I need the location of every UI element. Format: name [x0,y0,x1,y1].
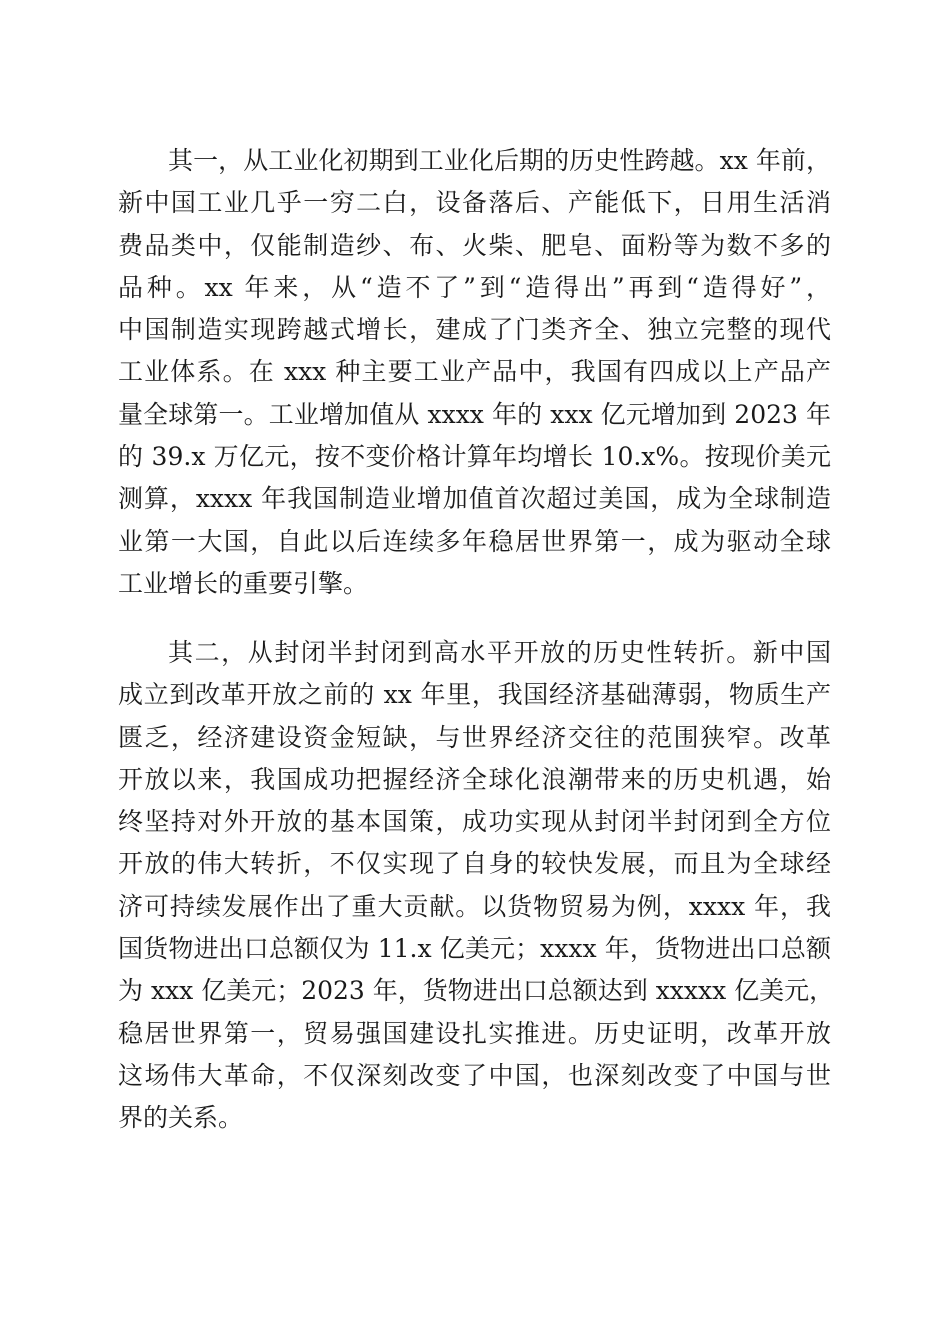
paragraph-line: 济可持续发展作出了重大贡献。以货物贸易为例，xxxx 年，我 [118,891,831,921]
paragraph-line: 其一，从工业化初期到工业化后期的历史性跨越。xx 年前， [168,146,831,175]
paragraph-line: 开放以来，我国成功把握经济全球化浪潮带来的历史机遇，始 [118,764,831,794]
paragraph-line: 成立到改革开放之前的 xx 年里，我国经济基础薄弱，物质生产 [118,680,831,710]
paragraph-line: 的 39.x 万亿元，按不变价格计算年均增长 10.x%。按现价美元 [118,442,831,472]
paragraph-line: 界的关系。 [118,1103,244,1133]
paragraph-line: 业第一大国，自此以后连续多年稳居世界第一，成为驱动全球 [118,526,831,556]
paragraph-line: 匮乏，经济建设资金短缺，与世界经济交往的范围狭窄。改革 [118,722,831,752]
paragraph-line: 中国制造实现跨越式增长，建成了门类齐全、独立完整的现代 [118,315,831,345]
paragraph-line: 测算，xxxx 年我国制造业增加值首次超过美国，成为全球制造 [118,484,831,514]
paragraph-line: 其二，从封闭半封闭到高水平开放的历史性转折。新中国 [168,638,831,667]
paragraph-line: 开放的伟大转折，不仅实现了自身的较快发展，而且为全球经 [118,849,831,879]
paragraph-line: 稳居世界第一，贸易强国建设扎实推进。历史证明，改革开放 [118,1018,831,1048]
paragraph-line: 新中国工业几乎一穷二白，设备落后、产能低下，日用生活消 [118,188,831,218]
paragraph-industrialization [118,140,831,605]
paragraph-line: 国货物进出口总额仅为 11.x 亿美元；xxxx 年，货物进出口总额 [118,934,831,964]
paragraph-line: 终坚持对外开放的基本国策，成功实现从封闭半封闭到全方位 [118,807,831,837]
paragraph-line: 这场伟大革命，不仅深刻改变了中国，也深刻改变了中国与世 [118,1060,831,1090]
paragraph-line: 品种。xx 年来，从“造不了”到“造得出”再到“造得好”， [118,272,831,302]
paragraph-line: 工业增长的重要引擎。 [118,568,369,598]
paragraph-line: 量全球第一。工业增加值从 xxxx 年的 xxx 亿元增加到 2023 年 [118,399,831,429]
paragraph-line: 为 xxx 亿美元；2023 年，货物进出口总额达到 xxxxx 亿美元， [118,976,835,1006]
paragraph-line: 工业体系。在 xxx 种主要工业产品中，我国有四成以上产品产 [118,357,831,387]
paragraph-line: 费品类中，仅能制造纱、布、火柴、肥皂、面粉等为数不多的 [118,230,831,260]
paragraph-opening-up [118,632,835,1140]
